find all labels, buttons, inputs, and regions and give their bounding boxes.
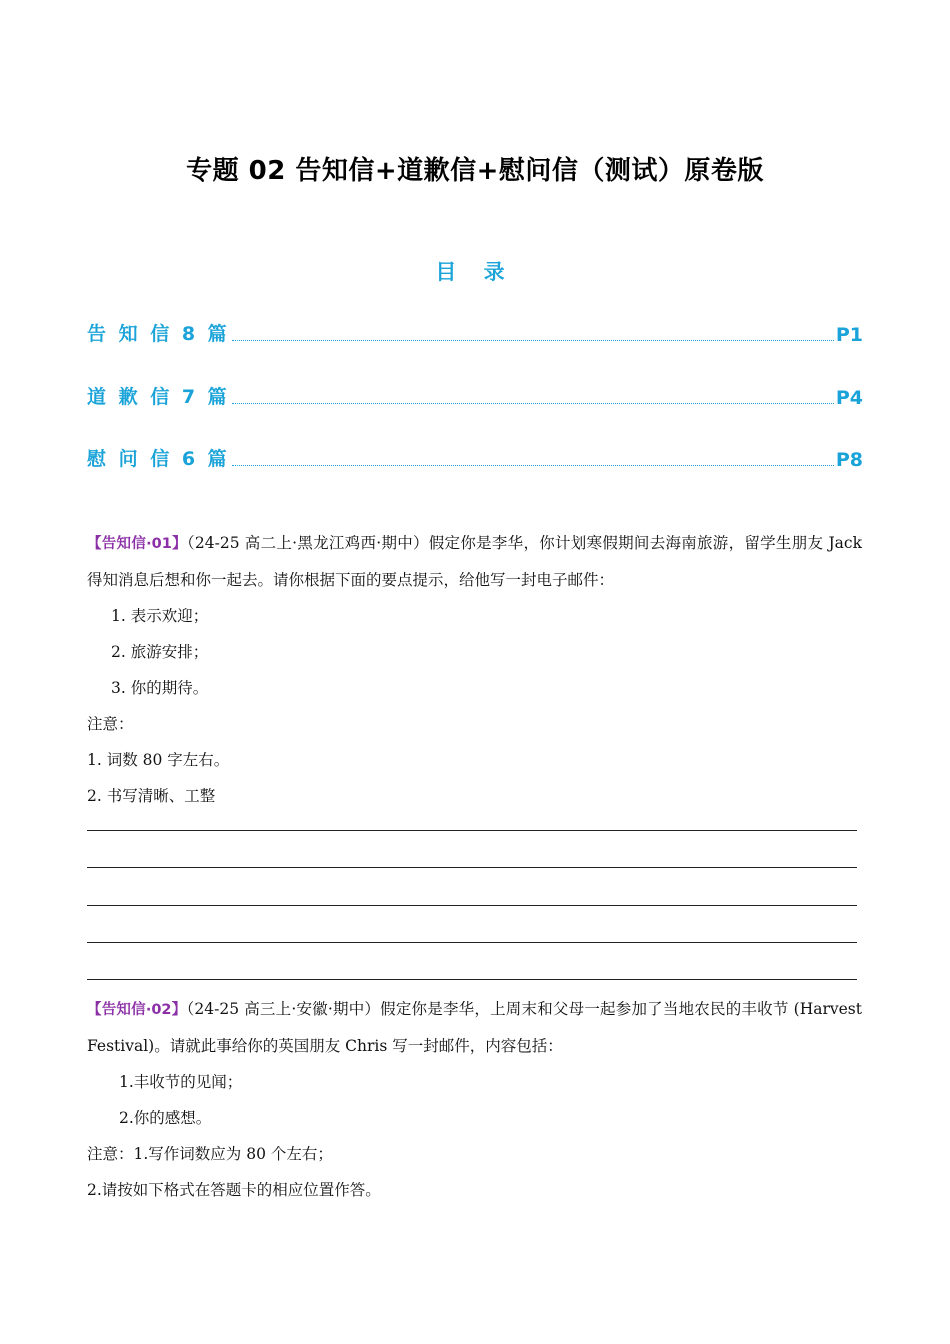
- toc-item-sympathy[interactable]: [87, 443, 863, 471]
- note-title: 注意：: [87, 715, 134, 733]
- question-intro: [87, 991, 862, 1064]
- toc-item-label: 道 歉 信 7 篇: [87, 386, 230, 408]
- note-item: 1. 词数 80 字左右。: [87, 751, 230, 769]
- answer-line[interactable]: [87, 905, 857, 906]
- toc-item-notice[interactable]: [87, 318, 863, 346]
- answer-line[interactable]: [87, 867, 857, 868]
- toc-item-apology[interactable]: [87, 381, 863, 409]
- question-1: [87, 525, 862, 814]
- toc-item-page: P4: [835, 387, 863, 409]
- question-point: 3. 你的期待。: [111, 679, 209, 697]
- note-item: 2. 书写清晰、工整: [87, 787, 216, 805]
- question-point: 2.你的感想。: [119, 1109, 212, 1127]
- note-item: 2.请按如下格式在答题卡的相应位置作答。: [87, 1181, 381, 1199]
- toc-item-page: P8: [835, 449, 863, 471]
- toc-item-label: 告 知 信 8 篇: [87, 323, 230, 345]
- toc-heading: 目 录: [435, 260, 515, 284]
- toc-leader-dots: [232, 339, 834, 341]
- question-2: [87, 991, 862, 1208]
- question-intro-text: （24-25 高三上·安徽·期中）假定你是李华，上周末和父母一起参加了当地农民的丰收节 (Harvest Festival)。请就此事给你的英国朋友 Chris 写一封邮件，内容包括：: [87, 1000, 862, 1055]
- answer-line[interactable]: [87, 942, 857, 943]
- page-title: 专题 02 告知信+道歉信+慰问信（测试）原卷版: [186, 156, 764, 186]
- toc-item-label: 慰 问 信 6 篇: [87, 448, 230, 470]
- question-tag: 【告知信·01】: [87, 536, 187, 552]
- answer-line[interactable]: [87, 979, 857, 980]
- question-intro: [87, 525, 862, 598]
- note-item: 注意：1.写作词数应为 80 个左右；: [87, 1145, 333, 1163]
- question-tag: 【告知信·02】: [87, 1002, 187, 1018]
- question-point: 1.丰收节的见闻；: [119, 1073, 243, 1091]
- question-point: 1. 表示欢迎；: [111, 607, 209, 625]
- toc-leader-dots: [232, 402, 834, 404]
- question-intro-text: （24-25 高二上·黑龙江鸡西·期中）假定你是李华，你计划寒假期间去海南旅游，留学生朋友 Jack 得知消息后想和你一起去。请你根据下面的要点提示，给他写一封电子邮件：: [87, 534, 862, 589]
- toc-item-page: P1: [835, 324, 863, 346]
- question-point: 2. 旅游安排；: [111, 643, 209, 661]
- toc-leader-dots: [232, 464, 834, 466]
- answer-line[interactable]: [87, 830, 857, 831]
